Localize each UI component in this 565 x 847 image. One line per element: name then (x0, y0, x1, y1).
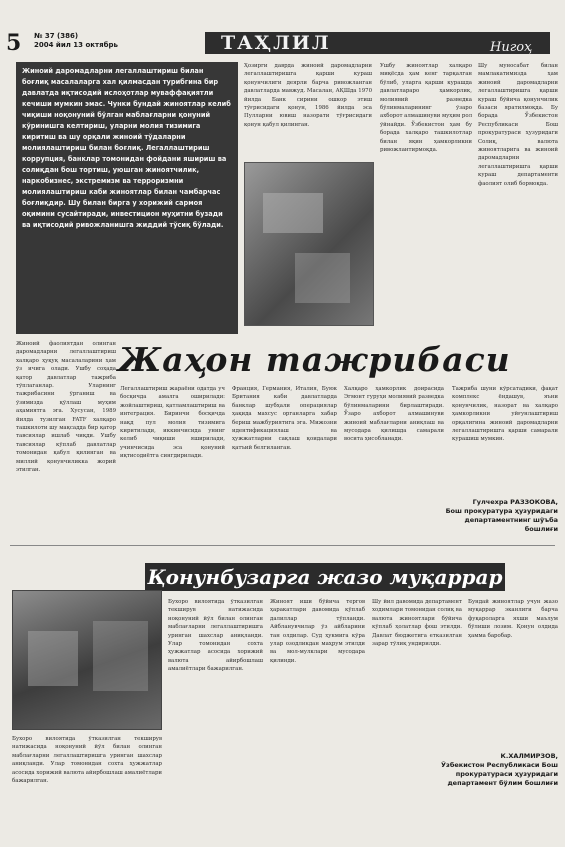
article2-headline: Қонунбузарга жазо муқаррар (145, 563, 505, 591)
article2-photo (12, 590, 162, 730)
author-name: Гулчехра РАЗЗОКОВА, (472, 498, 558, 506)
article2-col-3: Шу йил давомида департамент ходимлари томонидан солиқ ва валюта жиноятлари бўйича кўплаб ҳолатлар фош этилди. Давлат бюджетига етказилган зарар тўлиқ ундирилди. (372, 599, 462, 648)
author2-signature (440, 752, 558, 788)
article2-col-4: Бундай жиноятлар учун жазо муқаррар эканлиги барча фуқароларга яхши маълум бўлиши лозим. Қонун олдида ҳамма баробар. (468, 599, 558, 639)
article-col-3: Ушбу жиноятлар халқаро миқёсда ҳам кенг тарқалган бўлиб, уларга қарши курашда давлатлараро ҳамкорлик, молиявий разведка бўлинмаларининг ўзаро ахборот алмашинуви муҳим рол ўйнайди. Ўзбекистон ҳам бу борада халқаро ташкилотлар билан яқин ҳамкорликни ривожлантирмоқда. (380, 63, 472, 154)
article-col-4: Шу муносабат билан мамлакатимизда ҳам жиноий даромадларни легаллаштиришга қарши кураш бўйича қонунчилик базаси яратилмоқда. Бу борада Ўзбекистон Республикаси Бош прокуратураси ҳузуридаги Солиқ, валюта жиноятларига ва жиноий даромадларни легаллаштиришга қарши кураш департаменти фаолият олиб бормоқда. (478, 63, 558, 187)
issue-number: № 37 (386) (34, 32, 79, 40)
rubric-title: ТАҲЛИЛ (205, 32, 550, 54)
article-photo (244, 162, 374, 326)
photo-detail (263, 193, 323, 233)
photo-detail (295, 253, 350, 303)
article2-col-1: Бухоро вилоятида ўтказилган текширув натижасида ноқонуний йўл билан олинган маблағларни легаллаштиришга уринган шахслар аниқланди. Улар томонидан сохта ҳужжатлар асосида хорижий валюта айирбошлаш амалиётлари бажарилган. (168, 599, 263, 673)
section-tag: Нигоҳ (490, 40, 533, 55)
issue-date: 2004 йил 13 октябрь (34, 41, 118, 49)
article-lower-col-3: Халқаро ҳамкорлик доирасида Эгмонт гуруҳи молиявий разведка бўлинмаларини бирлаштиради. Ўзаро ахборот алмашинуви жиноий маблағларни аниқлаш ва мусодара қилишда самарали восита ҳисобланади. (344, 386, 444, 443)
article-col-2: Ҳозирги даврда жиноий даромадларни легаллаштиришга қарши кураш қонунчилиги деярли барча ривожланган давлатларда мавжуд. Масалан, АҚШда 1970 йилда Банк сирини ошкор этиш тўғрисидаги қонун, 1986 йилда эса Пулларни ювиш назорати тўғрисидаги қонун қабул қилинган. (244, 63, 372, 128)
headline: Жаҳон тажрибаси (118, 340, 511, 379)
article-lower-col-4: Тажриба шуни кўрсатадики, фақат комплекс ёндашув, яъни қонунчилик, назорат ва халқаро ҳамкорликни уйғунлаштириш орқалигина жиноий даромадларни легаллаштиришга қарши самарали курашиш мумкин. (452, 386, 558, 443)
section-divider (10, 545, 555, 546)
article-lower-col-2: Франция, Германия, Италия, Буюк Британия каби давлатларда банклар шубҳали операциялар ҳақида махсус органларга хабар бериш мажбуриятига эга. Мижозни идентификациялаш ва ҳужжатларни сақлаш қоидалари қатъий белгиланган. (232, 386, 337, 451)
lead-paragraph: Жиноий даромадларни легаллаштириш билан боғлиқ масалаларга хал қилмасдан турибгина бир давлатда иқтисодий ислоҳотлар муваффақиятли кечиши мумкин эмас. Чунки бундай жиноятлар келиб чиқиши ноқонуний бўлган маблағларни қонуний кўринишга келтириш, уларни молия тизимига киритиш ва шу орқали жиноий тўдаларни молиялаштириш билан боғлиқ. Легаллаштириш коррупция, банклар томонидан фойдани яшириш ва солиқдан бош тортиш, уюшган жиноятчилик, наркобизнес, экстремизм ва терроризмни молиялаштириш каби жиноятлар билан чамбарчас боғлиқдир. Шу билан бирга у хорижий сармоя оқимини сусайтиради, инвестицион муҳитни бузади ва иқтисодий ривожланишга жиддий тўсиқ бўлади. (16, 62, 238, 334)
author2-name: К.ХАЛМИРЗОВ, (500, 752, 558, 760)
author2-role: Ўзбекистон Республикаси Бош прокуратураси ҳузуридаги департамент бўлим бошлиғи (441, 761, 558, 787)
article2-col-2: Жиноят иши бўйича тергов ҳаракатлари давомида кўплаб далиллар тўпланди. Айбланувчилар ўз айбларини тан олдилар. Суд ҳукмига кўра улар озодликдан маҳрум этилди ва мол-мулклари мусодара қилинди. (270, 599, 365, 664)
photo-detail (93, 621, 148, 691)
page-number: 5 (6, 30, 22, 56)
article-lower-col-1: Легаллаштириш жараёни одатда уч босқичда амалга оширилади: жойлаштириш, қатламлаштириш ва интеграция. Биринчи босқичда нақд пул молия тизимига киритилади, иккинчисида унинг келиб чиқиши яширилади, учинчисида эса қонуний иқтисодиётга сингдирилади. (120, 386, 225, 460)
article2-col-0: Бухоро вилоятида ўтказилган текширув натижасида ноқонуний йўл билан олинган маблағларни легаллаштиришга уринган шахслар аниқланди. Улар томонидан сохта ҳужжатлар асосида хорижий валюта айирбошлаш амалиётлари бажарилган. (12, 736, 162, 785)
photo-detail (28, 631, 78, 686)
issue-info (34, 32, 118, 50)
article-col-1: Жиноий фаолиятдан олинган даромадларни легаллаштириш халқаро ҳуқуқ масалаларини ҳам ўз ичига олади. Ушбу соҳада қатор давлатлар тажриба тўплаганлар. Уларнинг тажрибасини ўрганиш ва ўзимизда қўллаш муҳим аҳамиятга эга. Хусусан, 1989 йилда тузилган FATF халқаро ташкилоти шу мақсадда бир қатор тавсиялар ишлаб чиқди. Ушбу тавсиялар кўплаб давлатлар томонидан қабул қилинган ва миллий қонунчиликка жорий этилган. (16, 341, 116, 474)
author-role: Бош прокуратура ҳузуридаги департаментнинг шўъба бошлиғи (445, 507, 558, 533)
author-signature (440, 498, 558, 534)
